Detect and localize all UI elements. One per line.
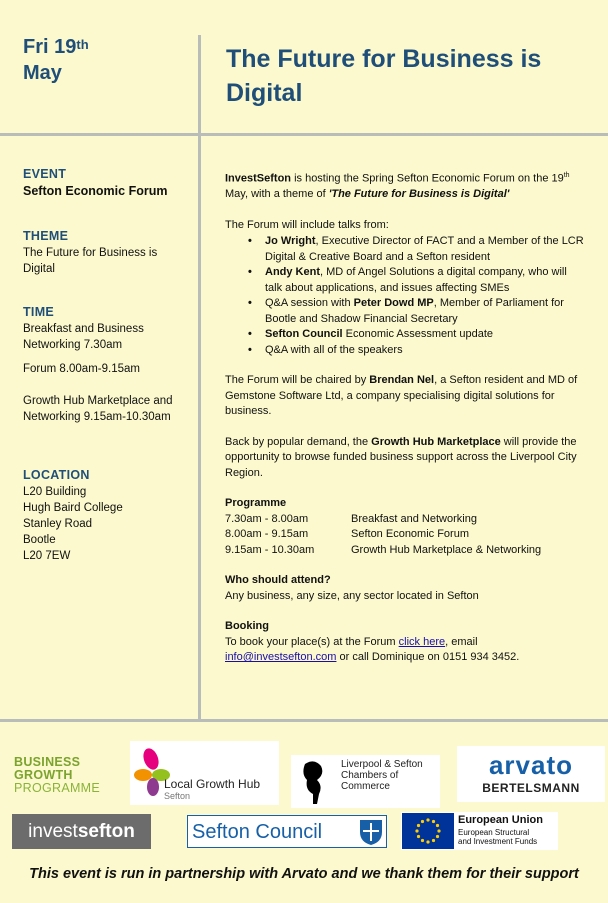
talks-list bbox=[225, 234, 585, 358]
table-row: 7.30am - 8.00am Breakfast and Networking bbox=[225, 512, 477, 525]
investsefton-logo: investsefton bbox=[12, 814, 151, 849]
european-union-logo: European Union European Structural and Investment Funds bbox=[401, 812, 558, 850]
time-line-1: Breakfast and Business Networking 7.30am bbox=[23, 323, 144, 351]
vertical-divider bbox=[198, 35, 201, 720]
list-item: • Jo Wright, Executive Director of FACT and a Member of the LCR Digital & Creative Board and a Sefton resident bbox=[225, 234, 585, 265]
crest-icon bbox=[358, 818, 384, 846]
booking-section: Booking To book your place(s) at the Forum click here, email info@investsefton.com or call Dominique on 0151 934 3452. bbox=[225, 620, 520, 664]
programme-section bbox=[225, 496, 585, 558]
arvato-logo: arvato BERTELSMANN bbox=[457, 746, 605, 802]
intro-paragraph: InvestSefton is hosting the Spring Sefton Economic Forum on the 19th May, with a theme of 'The Future for Business is Digital' bbox=[225, 172, 570, 201]
list-item: • Andy Kent, MD of Angel Solutions a digital company, who will talk about applications, and issues affecting SMEs bbox=[225, 265, 585, 296]
chambers-of-commerce-logo: Liverpool & Sefton Chambers of Commerce bbox=[291, 755, 440, 808]
attend-section: Who should attend? Any business, any size, any sector located in Sefton bbox=[225, 574, 479, 602]
footer-divider bbox=[0, 719, 608, 722]
sefton-council-logo: Sefton Council bbox=[187, 815, 387, 848]
footer-message: This event is run in partnership with Arvato and we thank them for their support bbox=[29, 866, 579, 882]
book-link[interactable]: click here bbox=[398, 635, 446, 648]
table-row: 9.15am - 10.30am Growth Hub Marketplace & Networking bbox=[225, 543, 542, 556]
theme-label: THEME bbox=[23, 229, 69, 243]
location-line: Hugh Baird College bbox=[23, 502, 123, 514]
chair-paragraph: The Forum will be chaired by Brendan Nel, a Sefton resident and MD of Gemstone Software Ltd, a company specialising digital solutions for business. bbox=[225, 374, 578, 418]
event-date: Fri 19th May bbox=[23, 36, 89, 84]
list-item: • Q&A session with Peter Dowd MP, Member of Parliament for Bootle and Shadow Financial Secretary bbox=[225, 296, 585, 327]
main-content bbox=[225, 168, 585, 666]
programme-title: Programme bbox=[225, 497, 287, 510]
talks-intro: The Forum will include talks from: bbox=[225, 218, 389, 231]
event-label: EVENT bbox=[23, 167, 67, 181]
location-label: LOCATION bbox=[23, 468, 90, 482]
list-item: • Q&A with all of the speakers bbox=[225, 343, 585, 359]
email-link[interactable]: info@investsefton.com bbox=[225, 651, 337, 664]
location-line: Bootle bbox=[23, 534, 56, 546]
header-divider bbox=[0, 133, 608, 136]
table-row: 8.00am - 9.15am Sefton Economic Forum bbox=[225, 528, 469, 541]
event-section bbox=[23, 166, 167, 199]
time-line-3: Growth Hub Marketplace and Networking 9.15am-10.30am bbox=[23, 395, 173, 423]
event-value: Sefton Economic Forum bbox=[23, 184, 168, 198]
eu-flag-icon bbox=[402, 813, 454, 849]
time-line-2: Forum 8.00am-9.15am bbox=[23, 363, 140, 375]
location-line: L20 Building bbox=[23, 486, 87, 498]
theme-section bbox=[23, 228, 183, 277]
liver-bird-icon bbox=[299, 758, 329, 806]
list-item: • Sefton Council Economic Assessment update bbox=[225, 327, 585, 343]
page-title: The Future for Business is Digital bbox=[226, 45, 542, 107]
marketplace-paragraph: Back by popular demand, the Growth Hub Marketplace will provide the opportunity to browse funded business support across the Liverpool City Region. bbox=[225, 435, 577, 479]
location-line: L20 7EW bbox=[23, 550, 71, 562]
business-growth-programme-logo: BUSINESS GROWTH PROGRAMME bbox=[14, 755, 101, 795]
location-section bbox=[23, 467, 123, 564]
location-line: Stanley Road bbox=[23, 518, 93, 530]
theme-value: The Future for Business is Digital bbox=[23, 247, 158, 275]
time-section bbox=[23, 304, 173, 425]
time-label: TIME bbox=[23, 305, 55, 319]
local-growth-hub-logo: Local Growth Hub Sefton bbox=[130, 741, 279, 805]
booking-title: Booking bbox=[225, 620, 269, 633]
